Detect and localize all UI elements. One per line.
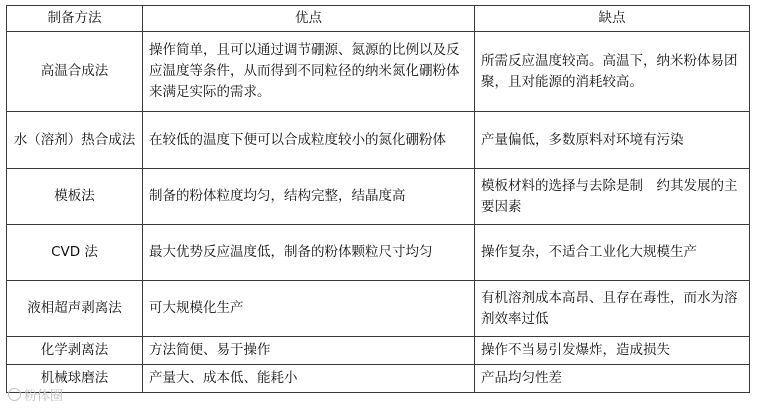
pros-cell: 最大优势反应温度低，制备的粉体颗粒尺寸均匀 xyxy=(143,225,475,281)
watermark xyxy=(8,385,63,404)
cons-cell: 产品均匀性差 xyxy=(475,365,750,393)
header-pros: 优点 xyxy=(143,6,475,32)
table-row xyxy=(7,365,750,393)
table-row xyxy=(7,337,750,365)
pros-cell: 制备的粉体粒度均匀，结构完整，结晶度高 xyxy=(143,169,475,225)
cons-cell: 操作复杂，不适合工业化大规模生产 xyxy=(475,225,750,281)
header-cons: 缺点 xyxy=(475,6,750,32)
table-row xyxy=(7,169,750,225)
pros-cell: 方法简便、易于操作 xyxy=(143,337,475,365)
method-cell: 高温合成法 xyxy=(7,32,143,112)
method-cell: 水（溶剂）热合成法 xyxy=(7,112,143,169)
method-cell: 液相超声剥离法 xyxy=(7,281,143,337)
circle-logo-icon xyxy=(8,388,21,401)
pros-cell: 产量大、成本低、能耗小 xyxy=(143,365,475,393)
method-cell: 模板法 xyxy=(7,169,143,225)
cons-cell: 模板材料的选择与去除是制 约其发展的主要因素 xyxy=(475,169,750,225)
cons-cell: 操作不当易引发爆炸，造成损失 xyxy=(475,337,750,365)
table-row xyxy=(7,225,750,281)
cons-cell: 所需反应温度较高。高温下，纳米粉体易团聚，且对能源的消耗较高。 xyxy=(475,32,750,112)
preparation-methods-table xyxy=(6,5,750,393)
method-cell: CVD 法 xyxy=(7,225,143,281)
watermark-text: 粉体圈 xyxy=(24,389,64,404)
header-method: 制备方法 xyxy=(7,6,143,32)
method-cell: 机械球磨法 xyxy=(7,365,143,393)
table-row xyxy=(7,32,750,112)
cons-cell: 产量偏低，多数原料对环境有污染 xyxy=(475,112,750,169)
cons-cell: 有机溶剂成本高昂、且存在毒性，而水为溶剂效率过低 xyxy=(475,281,750,337)
table-row xyxy=(7,112,750,169)
pros-cell: 操作简单，且可以通过调节硼源、氮源的比例以及反应温度等条件，从而得到不同粒径的纳米氮化硼粉体来满足实际的需求。 xyxy=(143,32,475,112)
pros-cell: 可大规模化生产 xyxy=(143,281,475,337)
table-row xyxy=(7,281,750,337)
table-header-row xyxy=(7,6,750,32)
method-cell: 化学剥离法 xyxy=(7,337,143,365)
pros-cell: 在较低的温度下便可以合成粒度较小的氮化硼粉体 xyxy=(143,112,475,169)
